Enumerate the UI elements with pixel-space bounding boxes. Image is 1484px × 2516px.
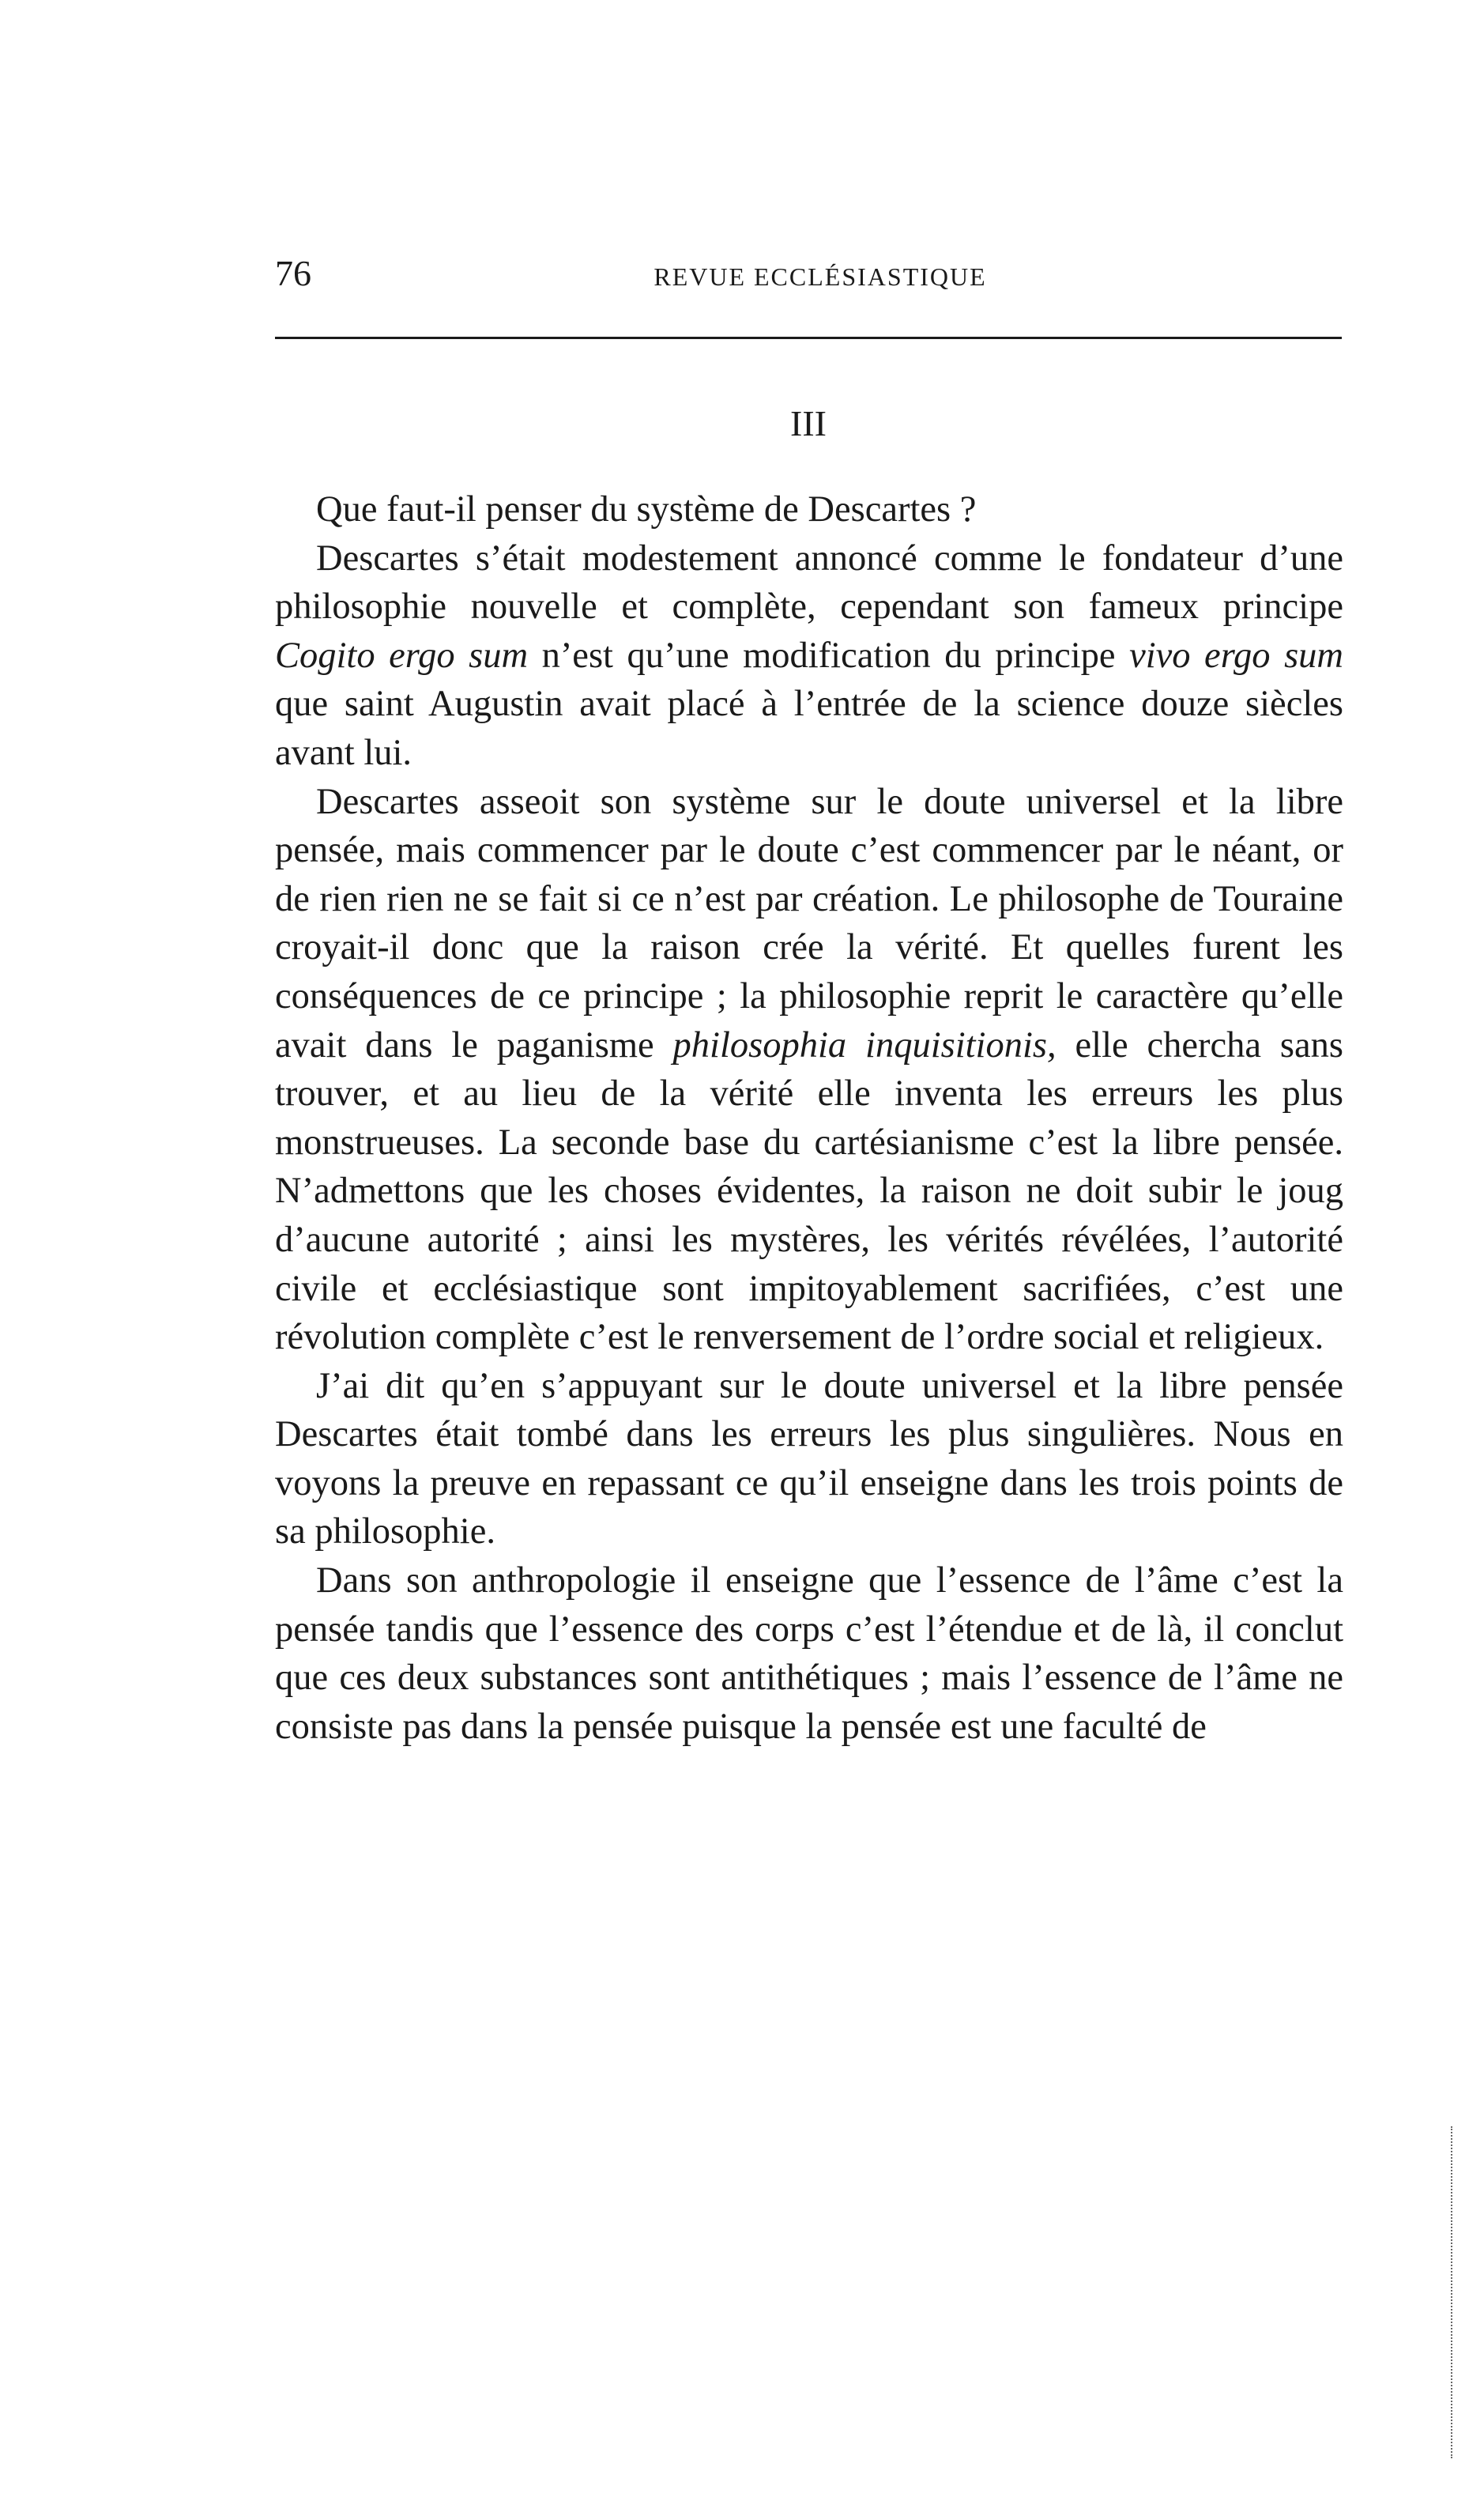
paragraph: [275, 534, 1343, 778]
text-run: n’est qu’une modification du principe: [528, 635, 1130, 676]
paragraph: [275, 1556, 1343, 1751]
paragraph: [275, 1362, 1343, 1556]
margin-marks: [1451, 2126, 1457, 2458]
italic-text-run: Cogito ergo sum: [275, 635, 529, 676]
section-numeral: III: [790, 403, 827, 443]
header-rule: [275, 337, 1342, 339]
running-title: REVUE ECCLÉSIASTIQUE: [653, 262, 987, 291]
italic-text-run: vivo ergo sum: [1129, 635, 1343, 676]
italic-text-run: philosophia inquisitionis,: [672, 1024, 1057, 1066]
paragraph: [275, 778, 1343, 1362]
text-run: Descartes s’était modestement annoncé comme le fondateur d’une philosophie nouvelle et complète, cependant son fameux principe: [275, 538, 1343, 628]
text-run: Descartes asseoit son système sur le doute universel et la libre pensée, mais commencer par le doute c’est commencer par le néant, or de rien rien ne se fait si ce n’est par création. Le philosophe de Touraine croyait-il donc que la raison crée la vérité. Et quelles furent les conséquences de ce principe ; la philosophie reprit le caractère qu’elle avait dans le paganisme: [275, 781, 1343, 1066]
page-header: [275, 250, 1342, 297]
text-run: elle chercha sans trouver, et au lieu de la vérité elle inventa les erreurs les plus monstrueuses. La seconde base du cartésianisme c’est la libre pensée. N’admettons que les choses évidentes, la raison ne doit subir le joug d’aucune autorité ; ainsi les mystères, les vérités révélées, l’autorité civile et ecclésiastique sont impitoyablement sacrifiées, c’est une révolution complète c’est le renversement de l’ordre social et religieux.: [275, 1024, 1344, 1358]
paragraph: [275, 485, 1343, 534]
text-run: Dans son anthropologie il enseigne que l’essence de l’âme c’est la pensée tandis que l’essence des corps c’est l’étendue et de là, il conclut que ces deux substances sont antithétiques ; mais l’essence de l’âme ne consiste pas dans la pensée puisque la pensée est une faculté de: [275, 1560, 1343, 1747]
text-run: Que faut-il penser du système de Descartes ?: [316, 489, 977, 530]
page-number: 76: [275, 253, 311, 293]
text-run: J’ai dit qu’en s’appuyant sur le doute universel et la libre pensée Descartes était tombé dans les erreurs les plus singulières. Nous en voyons la preuve en repassant ce qu’il enseigne dans les trois points de sa philosophie.: [275, 1365, 1343, 1552]
body-text: [275, 485, 1343, 1751]
text-run: que saint Augustin avait placé à l’entrée de la science douze siècles avant lui.: [275, 684, 1343, 773]
